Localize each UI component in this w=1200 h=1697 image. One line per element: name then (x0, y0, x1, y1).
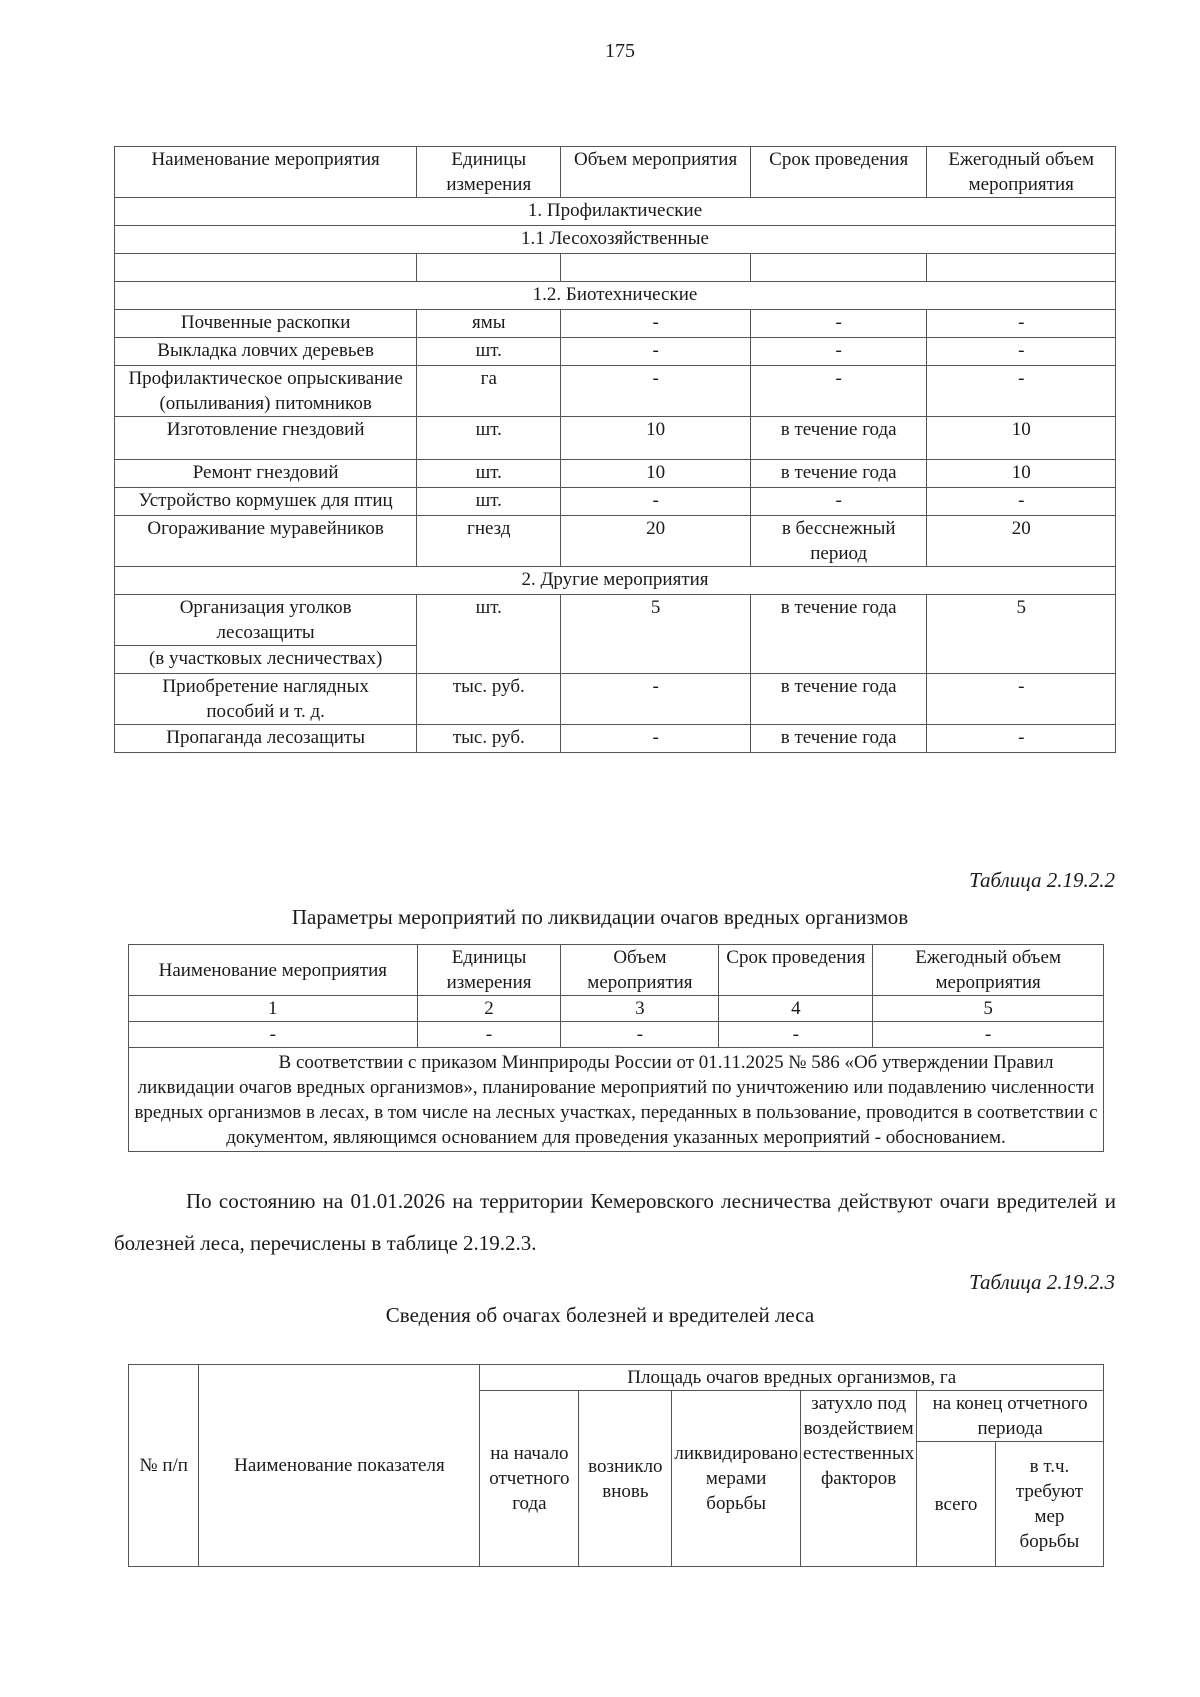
measure-term: - (750, 488, 927, 516)
measure-name: Выкладка ловчих деревьев (115, 338, 417, 366)
empty-value: - (719, 1022, 873, 1048)
measure-annual: - (927, 310, 1116, 338)
header-cell: № п/п (129, 1365, 199, 1567)
foci-table (128, 1364, 1104, 1567)
measure-term: в течение года (750, 595, 927, 674)
table-row (115, 366, 1116, 417)
table-title: Параметры мероприятий по ликвидации очагов вредных организмов (291, 905, 909, 929)
header-cell: Наименование показателя (199, 1365, 480, 1567)
section-heading: 1. Профилактические (115, 198, 1116, 226)
liquidation-table (128, 944, 1104, 1152)
measure-name: Профилактическое опрыскивание (опыливания) питомников (115, 366, 417, 417)
header-cell: Ежегодный объем мероприятия (873, 945, 1104, 996)
header-cell: возникло вновь (579, 1391, 672, 1567)
empty-row (115, 254, 1116, 282)
measure-volume: 10 (561, 460, 751, 488)
header-cell: Наименование мероприятия (129, 945, 418, 996)
measure-annual: - (927, 674, 1116, 725)
measure-volume: - (561, 488, 751, 516)
table-row (129, 996, 1104, 1022)
table-header-row (115, 147, 1116, 198)
empty-value: - (561, 1022, 719, 1048)
section-heading: 1.2. Биотехнические (115, 282, 1116, 310)
note-row (129, 1048, 1104, 1152)
header-cell: Ежегодный объем мероприятия (927, 147, 1116, 198)
empty-value: - (417, 1022, 561, 1048)
column-number: 5 (873, 996, 1104, 1022)
measure-name: Почвенные раскопки (115, 310, 417, 338)
section-heading: 2. Другие мероприятия (115, 567, 1116, 595)
table-row (115, 674, 1116, 725)
header-cell: Срок проведения (719, 945, 873, 996)
measure-volume: - (561, 310, 751, 338)
measure-annual: - (927, 488, 1116, 516)
measure-name: Огораживание муравейников (115, 516, 417, 567)
column-number: 4 (719, 996, 873, 1022)
measure-unit: шт. (417, 488, 561, 516)
measure-name: Изготовление гнездовий (115, 417, 417, 460)
header-cell: Единицы измерения (417, 945, 561, 996)
measure-unit: шт. (417, 338, 561, 366)
header-cell: Объем мероприятия (561, 147, 751, 198)
measure-volume: 5 (561, 595, 751, 674)
header-cell: Срок проведения (750, 147, 927, 198)
table-label: Таблица 2.19.2.2 (969, 868, 1115, 892)
empty-value: - (873, 1022, 1104, 1048)
column-number: 1 (129, 996, 418, 1022)
measure-volume: 10 (561, 417, 751, 460)
page-number: 175 (605, 40, 635, 62)
column-number: 3 (561, 996, 719, 1022)
legal-note: В соответствии с приказом Минприроды России от 01.11.2025 № 586 «Об утверждении Правил ликвидации очагов вредных организмов», планирование мероприятий по уничтожению или подавлению численности вредных организмов в лесах, в том числе на лесных участках, переданных в пользование, проводится в соответствии с документом, являющимся основанием для проведения указанных мероприятий - обоснованием. (129, 1048, 1104, 1152)
measure-unit: шт. (417, 460, 561, 488)
header-cell: Наименование мероприятия (115, 147, 417, 198)
measure-annual: 10 (927, 460, 1116, 488)
table-row (115, 595, 1116, 646)
measure-unit: тыс. руб. (417, 674, 561, 725)
measure-unit: ямы (417, 310, 561, 338)
header-cell: на начало отчетного года (480, 1391, 579, 1567)
measure-unit: гнезд (417, 516, 561, 567)
measure-term: в течение года (750, 725, 927, 753)
measure-term: - (750, 310, 927, 338)
header-cell: на конец отчетного периода (917, 1391, 1104, 1442)
empty-value: - (129, 1022, 418, 1048)
measure-name-note: (в участковых лесничествах) (115, 646, 417, 674)
table-row (115, 516, 1116, 567)
body-paragraph: По состоянию на 01.01.2026 на территории Кемеровского лесничества действуют очаги вредителей и болезней леса, перечислены в таблице 2.19.2.3. (114, 1189, 1116, 1255)
measure-term: - (750, 366, 927, 417)
measure-name: Организация уголков лесозащиты (115, 595, 417, 646)
measure-unit: шт. (417, 595, 561, 674)
measure-annual: 10 (927, 417, 1116, 460)
table-row (115, 725, 1116, 753)
measure-name: Ремонт гнездовий (115, 460, 417, 488)
table-title: Сведения об очагах болезней и вредителей леса (385, 1303, 815, 1327)
measure-name: Пропаганда лесозащиты (115, 725, 417, 753)
header-group: Площадь очагов вредных организмов, га (480, 1365, 1104, 1391)
measure-term: в течение года (750, 460, 927, 488)
measure-unit: шт. (417, 417, 561, 460)
measure-name: Приобретение наглядных пособий и т. д. (115, 674, 417, 725)
measure-term: в течение года (750, 674, 927, 725)
table-row (115, 488, 1116, 516)
table-header-row (129, 945, 1104, 996)
header-cell: всего (917, 1442, 996, 1567)
header-cell: затухло под воздействием естественных факторов (801, 1391, 917, 1567)
measure-volume: - (561, 338, 751, 366)
measure-volume: - (561, 725, 751, 753)
table-row (129, 1022, 1104, 1048)
measure-term: - (750, 338, 927, 366)
measure-volume: - (561, 674, 751, 725)
measure-term: в течение года (750, 417, 927, 460)
measure-annual: - (927, 366, 1116, 417)
measures-table (114, 146, 1116, 753)
measure-name: Устройство кормушек для птиц (115, 488, 417, 516)
measure-annual: 5 (927, 595, 1116, 674)
measure-annual: 20 (927, 516, 1116, 567)
header-cell: ликвидировано мерами борьбы (672, 1391, 801, 1567)
section-heading: 1.1 Лесохозяйственные (115, 226, 1116, 254)
table-row (115, 310, 1116, 338)
header-cell: Единицы измерения (417, 147, 561, 198)
table-label: Таблица 2.19.2.3 (969, 1270, 1115, 1294)
measure-annual: - (927, 725, 1116, 753)
measure-term: в бесснежный период (750, 516, 927, 567)
table-header-row (129, 1365, 1104, 1391)
table-row (115, 460, 1116, 488)
header-cell: в т.ч. требуют мер борьбы (995, 1442, 1103, 1567)
measure-unit: га (417, 366, 561, 417)
measure-volume: - (561, 366, 751, 417)
table-row (115, 417, 1116, 460)
measure-volume: 20 (561, 516, 751, 567)
header-cell: Объем мероприятия (561, 945, 719, 996)
column-number: 2 (417, 996, 561, 1022)
table-row (115, 338, 1116, 366)
measure-annual: - (927, 338, 1116, 366)
measure-unit: тыс. руб. (417, 725, 561, 753)
